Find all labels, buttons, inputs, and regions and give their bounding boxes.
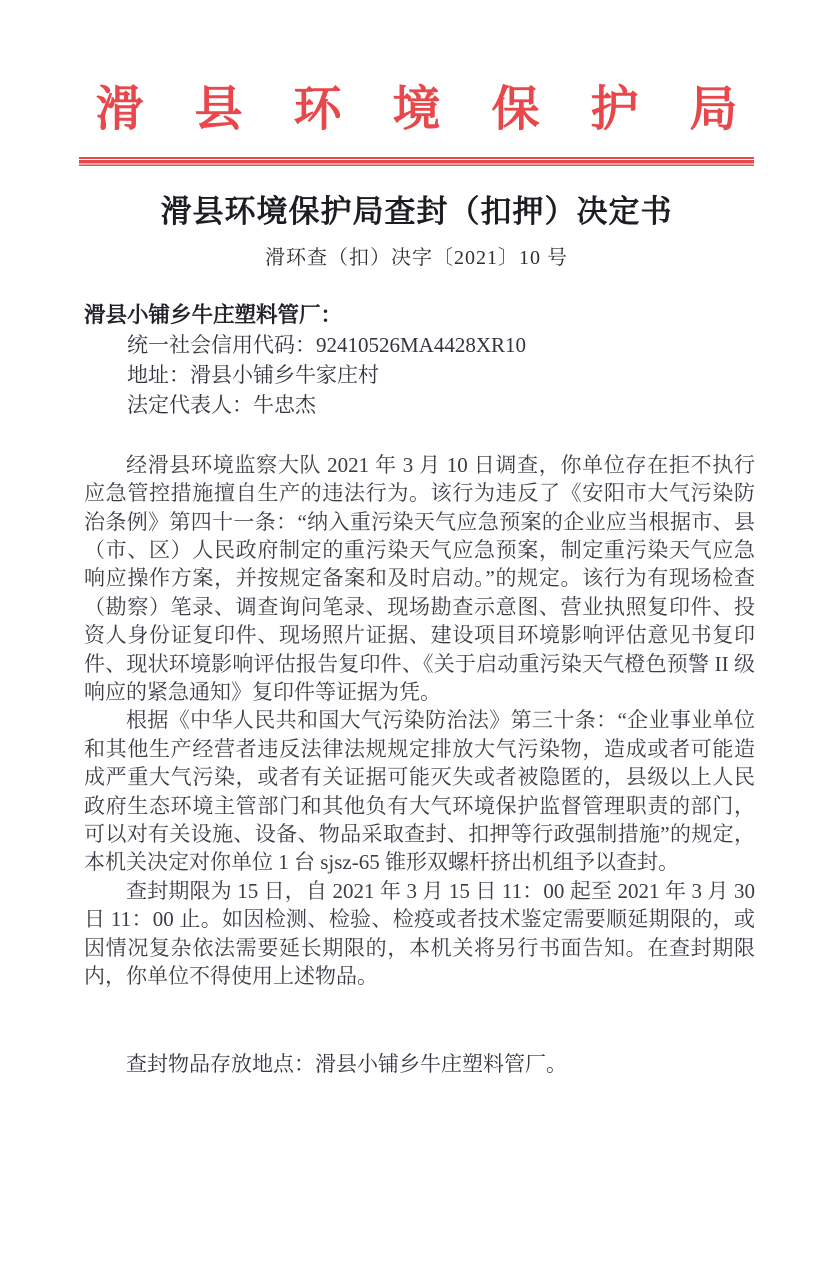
paragraph-seizure-period: 查封期限为 15 日，自 2021 年 3 月 15 日 11：00 起至 2021 年 3 月 30 日 11：00 止。如因检测、检验、检疫或者技术鉴定需要顺延期限的，或因情况复杂依法需要延长期限的，本机关将另行书面告知。在查封期限内，你单位不得使用上述物品。 <box>84 878 755 989</box>
document-page <box>0 83 833 1262</box>
document-number: 滑环查（扣）决字〔2021〕10 号 <box>265 246 568 269</box>
recipient-name: 滑县小铺乡牛庄塑料管厂： <box>84 302 343 327</box>
decision-paragraphs <box>84 451 755 991</box>
letterhead-agency-title: 滑县环境保护局 <box>95 83 789 136</box>
storage-location-line: 查封物品存放地点：滑县小铺乡牛庄塑料管厂。 <box>126 1052 567 1077</box>
address-line: 地址：滑县小铺乡牛家庄村 <box>127 362 379 387</box>
paragraph-investigation: 经滑县环境监察大队 2021 年 3 月 10 日调查，你单位存在拒不执行应急管控措施擅自生产的违法行为。该行为违反了《安阳市大气污染防治条例》第四十一条：“纳入重污染天气应急预案的企业应当根据市、县（市、区）人民政府制定的重污染天气应急预案，制定重污染天气应急响应操作方案，并按规定备案和及时启动。”的规定。该行为有现场检查（勘察）笔录、调查询问笔录、现场勘查示意图、营业执照复印件、投资人身份证复印件、现场照片证据、建设项目环境影响评估意见书复印件、现状环境影响评估报告复印件、《关于启动重污染天气橙色预警 II 级响应的紧急通知》复印件等证据为凭。 <box>84 452 755 704</box>
document-title: 滑县环境保护局查封（扣押）决定书 <box>160 194 673 229</box>
legal-representative-line: 法定代表人：牛忠杰 <box>127 392 316 417</box>
paragraph-legal-basis: 根据《中华人民共和国大气污染防治法》第三十条：“企业事业单位和其他生产经营者违反法律法规规定排放大气污染物，造成或者可能造成严重大气污染，或者有关证据可能灭失或者被隐匿的，县级以上人民政府生态环境主管部门和其他负有大气环境保护监督管理职责的部门，可以对有关设施、设备、物品采取查封、扣押等行政强制措施”的规定，本机关决定对你单位 1 台 sjsz-65 锥形双螺杆挤出机组予以查封。 <box>84 708 755 875</box>
document-body <box>84 300 755 1080</box>
recipient-info <box>84 330 755 420</box>
letterhead-divider <box>79 157 754 166</box>
credit-code-line: 统一社会信用代码：92410526MA4428XR10 <box>127 332 527 357</box>
